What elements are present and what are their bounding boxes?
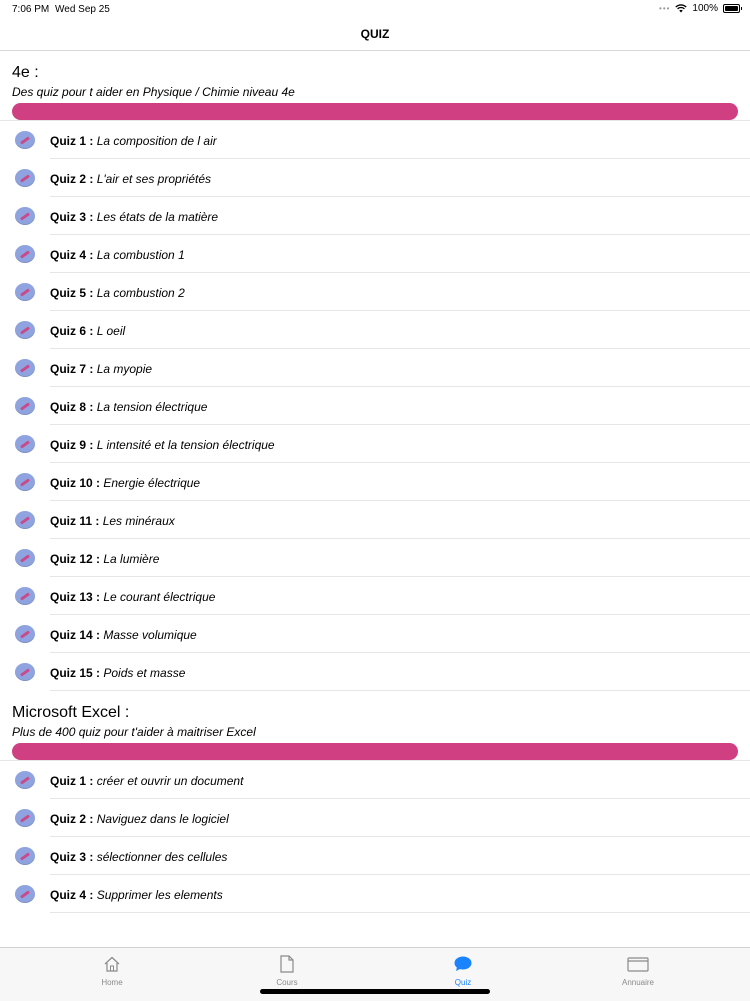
quiz-number: Quiz 4 :: [50, 888, 94, 902]
section-header: [0, 51, 750, 121]
quiz-number: Quiz 2 :: [50, 812, 94, 826]
quiz-title: sélectionner des cellules: [96, 850, 228, 864]
multitask-dots-icon: •••: [659, 4, 671, 13]
status-time: 7:06 PM: [12, 4, 50, 15]
quiz-title: La combustion 1: [96, 248, 185, 262]
list-item[interactable]: [0, 875, 750, 913]
quiz-text: [50, 362, 152, 376]
quiz-text: [50, 850, 227, 864]
quiz-title: Energie électrique: [103, 476, 201, 490]
list-item[interactable]: [0, 273, 750, 311]
list-item[interactable]: [0, 349, 750, 387]
quiz-number: Quiz 2 :: [50, 172, 94, 186]
quiz-title: Les états de la matière: [96, 210, 219, 224]
status-bar: [0, 0, 750, 20]
status-date: Wed Sep 25: [55, 4, 110, 15]
list-item[interactable]: [0, 311, 750, 349]
quiz-title: Masse volumique: [103, 628, 197, 642]
quiz-pencil-icon: [15, 549, 35, 567]
list-item[interactable]: [0, 761, 750, 799]
quiz-title: L oeil: [96, 324, 126, 338]
section-subtitle: Plus de 400 quiz pour t'aider à maitriser Excel: [12, 725, 256, 739]
tab-label: Quiz: [454, 978, 472, 987]
status-indicators: [659, 3, 740, 14]
battery-icon: [723, 4, 740, 13]
quiz-text: [50, 590, 215, 604]
quiz-pencil-icon: [15, 511, 35, 529]
quiz-text: [50, 438, 275, 452]
quiz-title: La tension électrique: [96, 400, 208, 414]
quiz-text: [50, 888, 223, 902]
quiz-number: Quiz 1 :: [50, 774, 94, 788]
quiz-text: [50, 552, 159, 566]
tab-label: Home: [101, 978, 123, 987]
quiz-number: Quiz 12 :: [50, 552, 101, 566]
document-icon: [279, 955, 295, 973]
quiz-text: [50, 172, 211, 186]
section-title: 4e :: [12, 64, 39, 81]
progress-bar: [12, 743, 738, 760]
tab-quiz[interactable]: [423, 954, 503, 987]
quiz-number: Quiz 3 :: [50, 850, 94, 864]
quiz-pencil-icon: [15, 809, 35, 827]
quiz-number: Quiz 13 :: [50, 590, 101, 604]
quiz-number: Quiz 3 :: [50, 210, 94, 224]
quiz-pencil-icon: [15, 663, 35, 681]
list-item[interactable]: [0, 615, 750, 653]
wifi-icon: [675, 4, 687, 13]
folder-icon: [627, 956, 649, 972]
list-item[interactable]: [0, 501, 750, 539]
quiz-title: Naviguez dans le logiciel: [96, 812, 229, 826]
quiz-text: [50, 286, 185, 300]
list-item[interactable]: [0, 235, 750, 273]
list-item[interactable]: [0, 159, 750, 197]
quiz-pencil-icon: [15, 435, 35, 453]
list-item[interactable]: [0, 387, 750, 425]
progress-bar: [12, 103, 738, 120]
home-icon: [103, 955, 121, 973]
quiz-text: [50, 628, 197, 642]
quiz-title: L intensité et la tension électrique: [96, 438, 275, 452]
quiz-number: Quiz 9 :: [50, 438, 94, 452]
tab-label: Annuaire: [621, 978, 655, 987]
list-item[interactable]: [0, 577, 750, 615]
home-indicator[interactable]: [260, 989, 490, 994]
quiz-title: Poids et masse: [103, 666, 186, 680]
list-item[interactable]: [0, 653, 750, 691]
quiz-pencil-icon: [15, 397, 35, 415]
quiz-text: [50, 476, 200, 490]
quiz-number: Quiz 14 :: [50, 628, 101, 642]
list-item[interactable]: [0, 837, 750, 875]
quiz-pencil-icon: [15, 847, 35, 865]
quiz-number: Quiz 6 :: [50, 324, 94, 338]
section-title: Microsoft Excel :: [12, 704, 130, 721]
section-subtitle: Des quiz pour t aider en Physique / Chimie niveau 4e: [12, 85, 295, 99]
tab-annuaire[interactable]: [598, 954, 678, 987]
quiz-text: [50, 248, 185, 262]
quiz-number: Quiz 10 :: [50, 476, 101, 490]
navigation-bar: [0, 20, 750, 51]
quiz-text: [50, 134, 217, 148]
list-item[interactable]: [0, 121, 750, 159]
quiz-pencil-icon: [15, 283, 35, 301]
quiz-number: Quiz 15 :: [50, 666, 101, 680]
quiz-number: Quiz 1 :: [50, 134, 94, 148]
quiz-pencil-icon: [15, 885, 35, 903]
quiz-text: [50, 514, 175, 528]
quiz-number: Quiz 11 :: [50, 514, 100, 528]
quiz-title: Le courant électrique: [103, 590, 216, 604]
list-item[interactable]: [0, 197, 750, 235]
quiz-text: [50, 666, 185, 680]
page-title: QUIZ: [360, 27, 390, 41]
quiz-pencil-icon: [15, 207, 35, 225]
battery-percent: 100%: [692, 3, 718, 14]
quiz-title: L'air et ses propriétés: [96, 172, 212, 186]
quiz-pencil-icon: [15, 245, 35, 263]
quiz-pencil-icon: [15, 359, 35, 377]
quiz-number: Quiz 4 :: [50, 248, 94, 262]
quiz-number: Quiz 7 :: [50, 362, 94, 376]
chat-bubble-icon: [454, 956, 472, 972]
quiz-pencil-icon: [15, 131, 35, 149]
tab-cours[interactable]: [247, 954, 327, 987]
row-divider: [50, 912, 750, 913]
quiz-pencil-icon: [15, 771, 35, 789]
quiz-title: La lumière: [103, 552, 160, 566]
section-header: [0, 691, 750, 761]
list-item[interactable]: [0, 539, 750, 577]
quiz-title: La combustion 2: [96, 286, 185, 300]
quiz-text: [50, 210, 218, 224]
quiz-number: Quiz 8 :: [50, 400, 94, 414]
list-item[interactable]: [0, 463, 750, 501]
quiz-number: Quiz 5 :: [50, 286, 94, 300]
quiz-text: [50, 812, 229, 826]
list-item[interactable]: [0, 425, 750, 463]
quiz-pencil-icon: [15, 169, 35, 187]
quiz-title: créer et ouvrir un document: [96, 774, 244, 788]
quiz-text: [50, 324, 125, 338]
list-item[interactable]: [0, 799, 750, 837]
quiz-pencil-icon: [15, 473, 35, 491]
tab-label: Cours: [276, 978, 298, 987]
quiz-list[interactable]: [0, 51, 750, 947]
quiz-text: [50, 774, 243, 788]
quiz-pencil-icon: [15, 321, 35, 339]
quiz-title: Supprimer les elements: [96, 888, 223, 902]
quiz-text: [50, 400, 207, 414]
quiz-title: La composition de l air: [96, 134, 217, 148]
tab-home[interactable]: [72, 954, 152, 987]
quiz-pencil-icon: [15, 587, 35, 605]
quiz-title: Les minéraux: [102, 514, 175, 528]
quiz-title: La myopie: [96, 362, 153, 376]
quiz-pencil-icon: [15, 625, 35, 643]
